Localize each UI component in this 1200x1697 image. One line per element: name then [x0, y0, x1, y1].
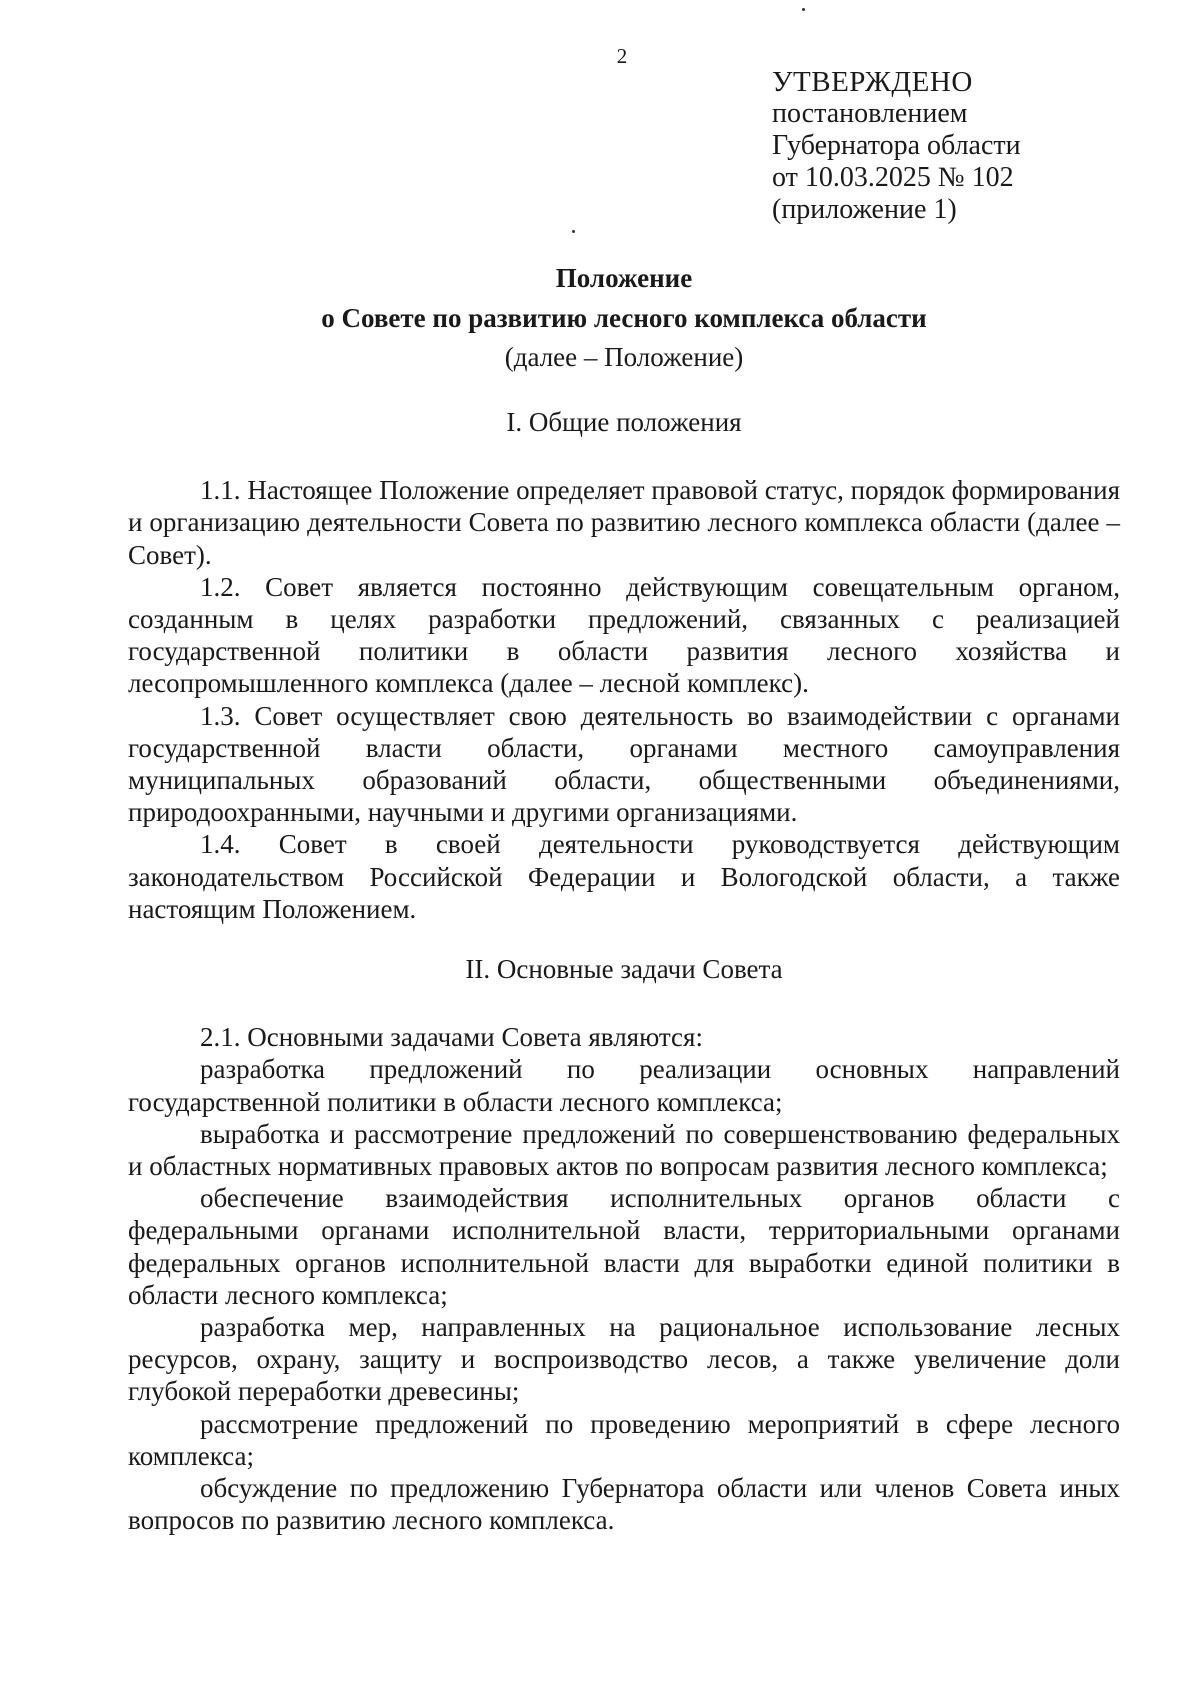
approval-line: постановлением [772, 98, 968, 129]
document-body [128, 258, 1120, 1537]
paragraph-1-1: 1.1. Настоящее Положение определяет правовой статус, порядок формирования и организацию деятельности Совета по развитию лесного комплекса области (далее – Совет). [128, 475, 1120, 570]
document-title-line2: о Совете по развитию лесного комплекса области [321, 303, 927, 333]
task-item: рассмотрение предложений по проведению мероприятий в сфере лесного комплекса; [128, 1408, 1120, 1471]
approval-line: Губернатора области [772, 130, 1021, 161]
scan-speck [572, 230, 575, 233]
task-item: разработка предложений по реализации основных направлений государственной политики в области лесного комплекса; [128, 1054, 1120, 1117]
approval-line: от 10.03.2025 № 102 [772, 162, 1014, 193]
task-item: разработка мер, направленных на рациональное использование лесных ресурсов, охрану, защиту и воспроизводство лесов, а также увеличение доли глубокой переработки древесины; [128, 1312, 1120, 1407]
section-heading-2: II. Основные задачи Совета [465, 954, 783, 985]
paragraph-2-1-intro: 2.1. Основными задачами Совета являются: [200, 1022, 703, 1053]
approval-title: УТВЕРЖДЕНО [772, 66, 973, 98]
document-subtitle: (далее – Положение) [504, 342, 744, 372]
approval-stamp-block [772, 66, 1172, 226]
task-item: обсуждение по предложению Губернатора области или членов Совета иных вопросов по развитию лесного комплекса. [128, 1473, 1120, 1536]
approval-line: (приложение 1) [772, 194, 957, 225]
task-item: обеспечение взаимодействия исполнительных органов области с федеральными органами исполнительной власти, территориальными органами федеральных органов исполнительной власти для выработки единой политики в области лесного комплекса; [128, 1183, 1120, 1310]
paragraph-1-4: 1.4. Совет в своей деятельности руководствуется действующим законодательством Российской Федерации и Вологодской области, а также настоящим Положением. [128, 829, 1120, 924]
task-item: выработка и рассмотрение предложений по совершенствованию федеральных и областных нормативных правовых актов по вопросам развития лесного комплекса; [128, 1118, 1120, 1182]
paragraph-1-3: 1.3. Совет осуществляет свою деятельность во взаимодействии с органами государственной власти области, органами местного самоуправления муниципальных образований области, общественными объединениями, природоохранными, научными и другими организациями. [128, 700, 1120, 828]
paragraph-1-2: 1.2. Совет является постоянно действующим совещательным органом, созданным в целях разработки предложений, связанных с реализацией государственной политики в области развития лесного хозяйства и лесопромышленного комплекса (далее – лесной комплекс). [128, 571, 1120, 699]
document-title: Положение [555, 263, 693, 293]
section-heading-1: I. Общие положения [506, 407, 742, 437]
page-number: 2 [616, 44, 628, 68]
scan-speck [802, 8, 805, 11]
